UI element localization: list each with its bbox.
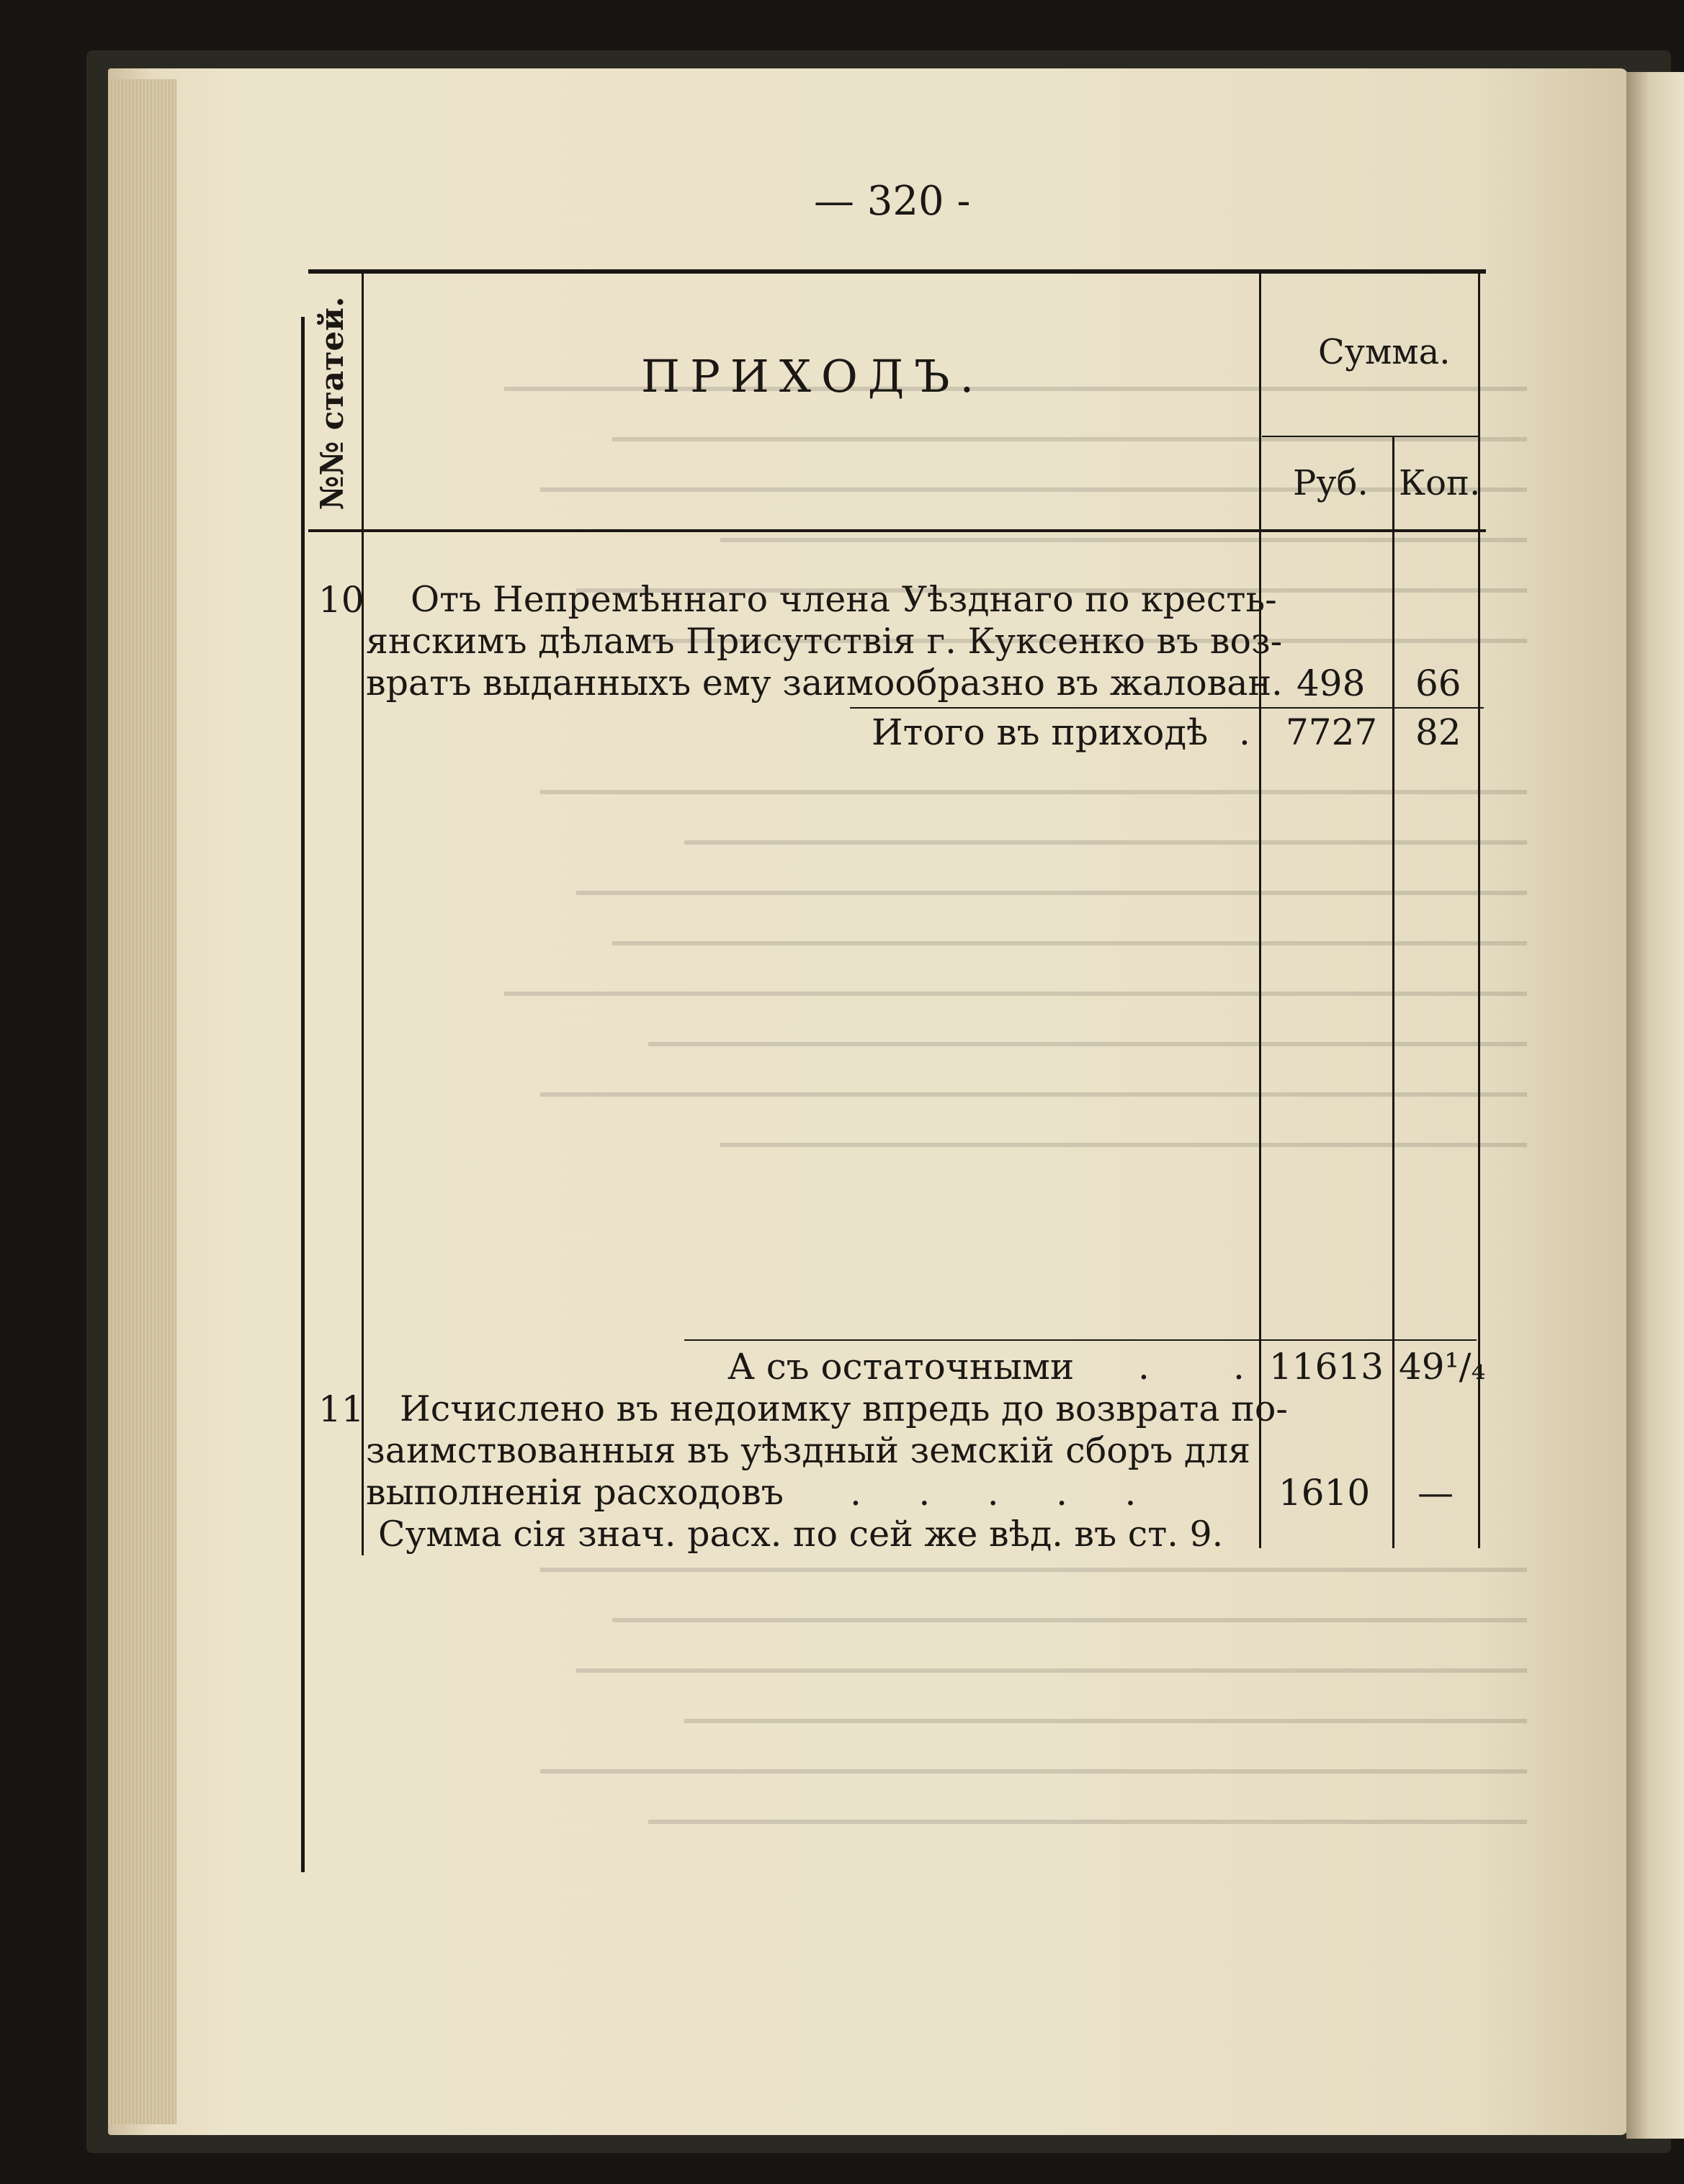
balance-kop: 49¹/₄ bbox=[1399, 1346, 1486, 1388]
page-number: — 320 - bbox=[814, 178, 971, 225]
entry-text-line: выполненія расходовъ bbox=[366, 1472, 784, 1513]
balance-label: А съ остаточными bbox=[727, 1346, 1075, 1388]
sum-subheader-rule bbox=[1262, 436, 1478, 437]
total-rub: 7727 bbox=[1286, 711, 1378, 753]
entry-text-line: вратъ выданныхъ ему заимообразно въ жалован. bbox=[366, 662, 1283, 704]
balance-upper-rule bbox=[684, 1339, 1477, 1341]
next-page-edge bbox=[1626, 72, 1684, 2139]
text-column-rule bbox=[1259, 274, 1261, 1548]
rub-kop-rule bbox=[1392, 436, 1394, 1548]
footnote-line: Сумма сія знач. расх. по сей же вѣд. въ ст. 9. bbox=[378, 1514, 1224, 1555]
entry-kop: 66 bbox=[1415, 662, 1461, 704]
entry-number: 11 bbox=[318, 1388, 364, 1430]
left-border bbox=[301, 317, 305, 1872]
entry-text-line: Исчислено въ недоимку впредь до возврата по- bbox=[400, 1388, 1288, 1429]
balance-rub: 11613 bbox=[1269, 1346, 1384, 1388]
kop-header: Коп. bbox=[1399, 463, 1481, 503]
number-column-rule bbox=[362, 274, 364, 1555]
rub-header: Руб. bbox=[1293, 463, 1369, 503]
header-bottom-rule bbox=[308, 529, 1486, 532]
total-upper-rule bbox=[850, 707, 1484, 709]
leader-dots: . . . . . bbox=[850, 1472, 1137, 1514]
entry-text-line: Отъ Непремѣннаго члена Уѣзднаго по кресть- bbox=[411, 579, 1277, 620]
column-number-header: №№ статей. bbox=[314, 296, 351, 511]
entry-number: 10 bbox=[318, 579, 364, 621]
entry-rub: 498 bbox=[1296, 662, 1366, 704]
entry-text-line: янскимъ дѣламъ Присутствія г. Куксенко въ воз- bbox=[366, 621, 1283, 662]
total-dot: . bbox=[1239, 711, 1250, 753]
entry-kop: — bbox=[1417, 1472, 1454, 1514]
entry-text-line: заимствованныя въ уѣздный земскій сборъ для bbox=[366, 1430, 1251, 1471]
table-title: ПРИХОДЪ. bbox=[641, 350, 985, 403]
top-rule bbox=[308, 269, 1486, 274]
entry-rub: 1610 bbox=[1278, 1472, 1371, 1514]
balance-dot: . bbox=[1138, 1346, 1150, 1388]
total-label: Итого въ приходѣ bbox=[872, 711, 1209, 753]
total-kop: 82 bbox=[1415, 711, 1461, 753]
sum-header: Сумма. bbox=[1318, 332, 1451, 372]
balance-dot: . bbox=[1233, 1346, 1245, 1388]
page-edges bbox=[108, 79, 176, 2124]
